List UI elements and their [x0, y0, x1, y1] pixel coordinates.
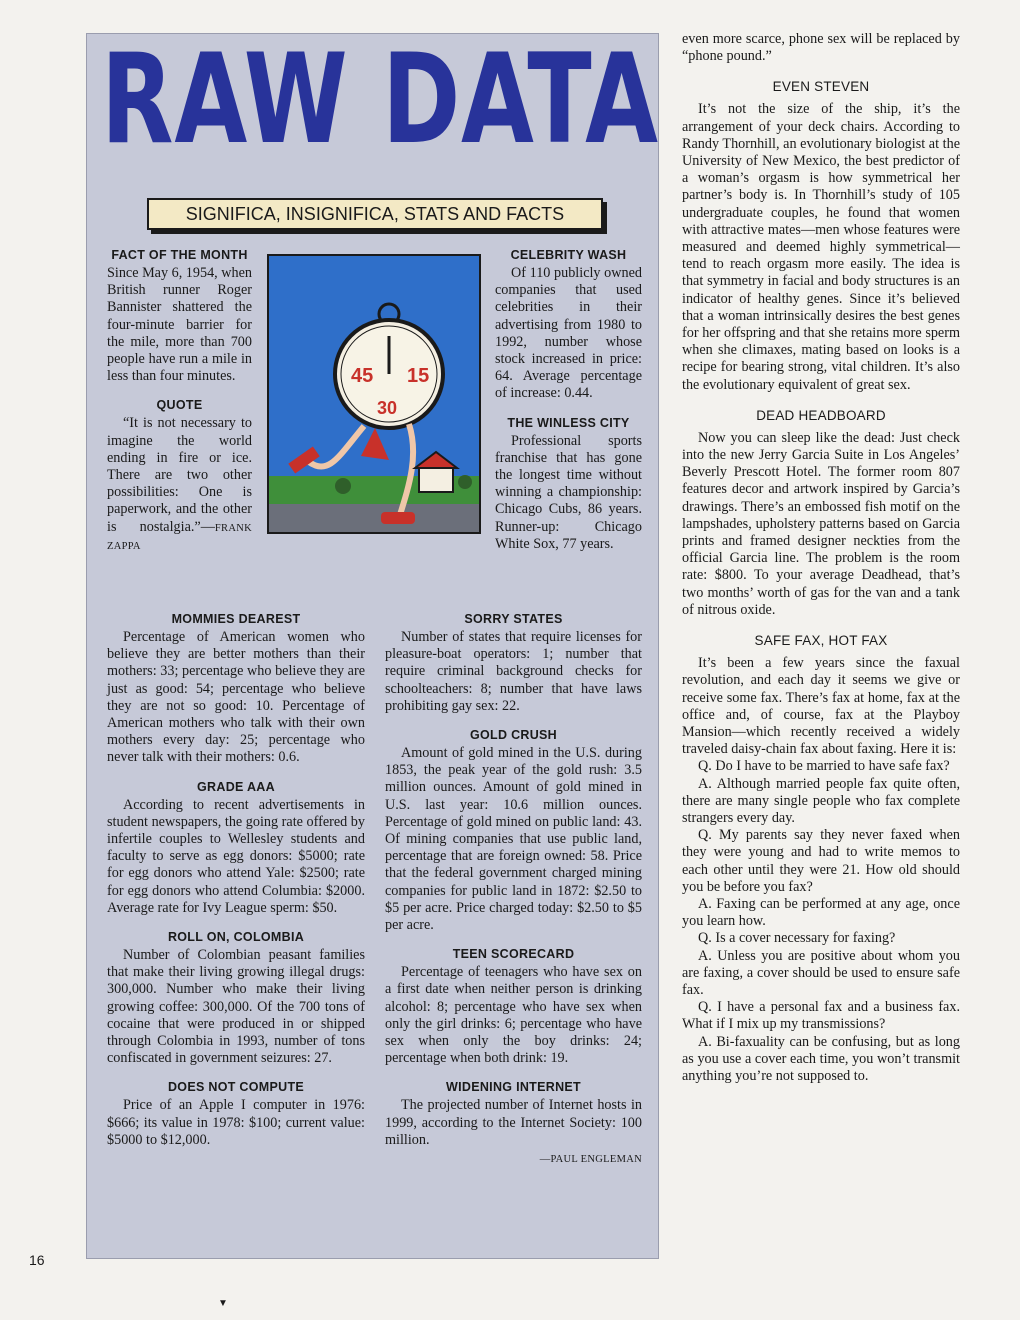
section-heading: GOLD CRUSH	[469, 728, 558, 743]
section-heading: GRADE AAA	[197, 779, 275, 794]
fax-question: Q. I have a personal fax and a business fax. What if I mix up my transmissions?	[682, 999, 960, 1033]
raw-data-panel	[86, 28, 659, 1259]
section-heading: SORRY STATES	[464, 612, 563, 626]
section-heading: TEEN SCORECARD	[452, 947, 575, 962]
even-steven-text: It’s not the size of the ship, it’s the arrangement of your deck chairs. According to Randy Thornhill, an evolutionary biologist at the University of New Mexico, the best predictor of a woman’s orgasm is how symmetrical her partner’s body is. In Thornhill’s study of 105 undergraduate couples, he found that women with attractive mates—men whose features were measured and deemed highly symmetrical—tend to reach orgasm more easily. The idea is that symmetry in facial and body structures is an indicator of healthy genes. Since it’s believed that a woman intrinsically desires the best genes for her offspring and that she retains more sperm when she climaxes, mating based on looks is a recipe for bearing strong, vital children. It’s also the evolutionary equivalent of great sex.	[682, 101, 960, 393]
mommies-dearest-text: Percentage of American women who believe they are better mothers than their mothers: 33; percentage who believe they are just as good: 54; percentage who believe they are not so good: 10. Percentage of American mothers who talk with their own mothers every day: 25; percentage who never talk with their mothers: 0.6.	[107, 629, 365, 766]
gold-crush-text: Amount of gold mined in the U.S. during 1853, the peak year of the gold rush: 3.5 million ounces. Amount of gold mined in U.S. last year: 10.6 million ounces. Percentage of gold mined on public land: 43. Of mining companies that use public land, percentage that are foreign owned: 58. Price that the federal government charged mining companies for public land in 1872: $2.50 to $5 per acre. Price charged today: $2.50 to $5 per acre.	[385, 745, 642, 934]
sorry-states-text: Number of states that require licenses for pleasure-boat operators: 1; number that require criminal background checks for schoolteachers: 8; number that have laws prohibiting gay sex: 22.	[385, 629, 642, 714]
fax-question: Q. Do I have to be married to have safe fax?	[698, 758, 950, 775]
dead-headboard-text: Now you can sleep like the dead: Just check into the new Jerry Garcia Suite in Los Angeles’ Beverly Prescott Hotel. The former room 807 features decor and artwork inspired by Garcia’s drawings. There’s an embossed fish motif on the lampshades, upholstery patterns based on Garcia prints and framed designer neckties from the official Garcia line. The problem is the room rate: $800. To your average Deadhead, that’s two months’ worth of gas for the van and a tank of nitrous oxide.	[682, 429, 960, 618]
subtitle-banner: SIGNIFICA, INSIGNIFICA, STATS AND FACTS	[147, 198, 603, 230]
fax-answer: A. Bi-faxuality can be confusing, but as long as you use a cover each time, you won’t transmit anything you’re not supposed to.	[682, 1033, 960, 1084]
widening-internet-text: The projected number of Internet hosts in 1999, according to the Internet Society: 100 million.	[385, 1097, 642, 1148]
section-heading: FACT OF THE MONTH	[111, 248, 248, 262]
teen-scorecard-text: Percentage of teenagers who have sex on a first date when neither person is drinking alcohol: 8; percentage who have sex when only the girl drinks: 6; percentage who have sex when only the boy drinks: 24; percentage when both drink: 19.	[385, 964, 642, 1067]
fact-of-the-month-text: Since May 6, 1954, when British runner Roger Bannister shattered the four-minute barrier for the mile, more than 700 people have run a mile in less than four minutes.	[107, 265, 253, 385]
quote-attribution: FRANK ZAPPA	[107, 522, 252, 552]
does-not-compute-text: Price of an Apple I computer in 1976: $666; its value in 1978: $100; current value: $5000 to $12,000.	[107, 1097, 365, 1148]
section-heading: DEAD HEADBOARD	[756, 407, 886, 423]
continued-text: even more scarce, phone sex will be replaced by “phone pound.”	[682, 31, 960, 65]
section-heading: MOMMIES DEAREST	[171, 612, 301, 626]
column-far-right	[682, 31, 960, 1085]
winless-city-text: Professional sports franchise that has gone the longest time without winning a championship: Chicago Cubs, 86 years. Runner-up: Chicago White Sox, 77 years.	[495, 432, 642, 552]
column-middle	[385, 611, 642, 1168]
clock-runner-image	[269, 256, 479, 532]
section-heading: WIDENING INTERNET	[446, 1080, 581, 1095]
running-clock-illustration	[267, 254, 481, 534]
author-credit: —PAUL ENGLEMAN	[539, 1154, 642, 1166]
quote-text: “It is not necessary to imagine the world ending in fire or ice. There are two other possibilities: One is paperwork, and the other is nostalgia.”—FRANK ZAPPA	[107, 415, 252, 552]
page-title: RAW DATA	[101, 28, 659, 172]
clock-number-15: 15	[407, 365, 430, 387]
grade-aaa-text: According to recent advertisements in student newspapers, the going rate offered by infertile couples to Wellesley students and faculty to serve as egg donors: $5000; rate for egg donors who attend Yale: $2500; rate for egg donors who attend Columbia: $2000. Average rate for Ivy League sperm: $50.	[107, 796, 365, 916]
section-heading: DOES NOT COMPUTE	[167, 1080, 305, 1095]
fax-question: Q. Is a cover necessary for faxing?	[698, 930, 896, 947]
fax-answer: A. Faxing can be performed at any age, once you learn how.	[682, 895, 960, 930]
clock-number-30: 30	[377, 398, 398, 418]
section-heading: QUOTE	[156, 398, 203, 413]
end-marker-icon: ▼	[218, 1298, 228, 1309]
roll-on-colombia-text: Number of Colombian peasant families that make their living growing illegal drugs: 300,000. Number who make their living growing coffee: 300,000. Of the 700 tons of cocaine that were produced in or shipped through Colombia in 1993, number of tons confiscated in government seizures: 27.	[107, 947, 365, 1067]
section-heading: CELEBRITY WASH	[510, 248, 627, 262]
column-right-upper	[495, 247, 642, 553]
clock-number-45: 45	[351, 365, 374, 387]
section-heading: SAFE FAX, HOT FAX	[754, 633, 888, 649]
section-heading: THE WINLESS CITY	[507, 415, 630, 430]
celebrity-wash-text: Of 110 publicly owned companies that used celebrities in their advertising from 1980 to 1992, number whose stock increased in price: 64. Average percentage of increase: 0.44.	[495, 265, 642, 402]
section-heading: ROLL ON, COLOMBIA	[167, 930, 305, 945]
safe-fax-intro: It’s been a few years since the faxual revolution, and each day it seems we give or receive some fax. There’s fax at home, fax at the office and, of course, fax at the Playboy Mansion—which recently received a widely traveled daisy-chain fax about faxing. Here it is:	[682, 655, 960, 758]
fax-answer: A. Unless you are positive about whom you are faxing, a cover should be used to ensure safe fax.	[682, 947, 960, 998]
fax-answer: A. Although married people fax quite often, there are many single people who fax complete strangers every day.	[682, 775, 960, 826]
section-heading: EVEN STEVEN	[772, 79, 870, 95]
column-left-upper	[107, 247, 252, 555]
page-number: 16	[29, 1252, 45, 1268]
fax-question: Q. My parents say they never faxed when they were young and had to write memos to each other until they were 21. How old should you be before you fax?	[682, 827, 960, 895]
column-left	[107, 611, 365, 1149]
